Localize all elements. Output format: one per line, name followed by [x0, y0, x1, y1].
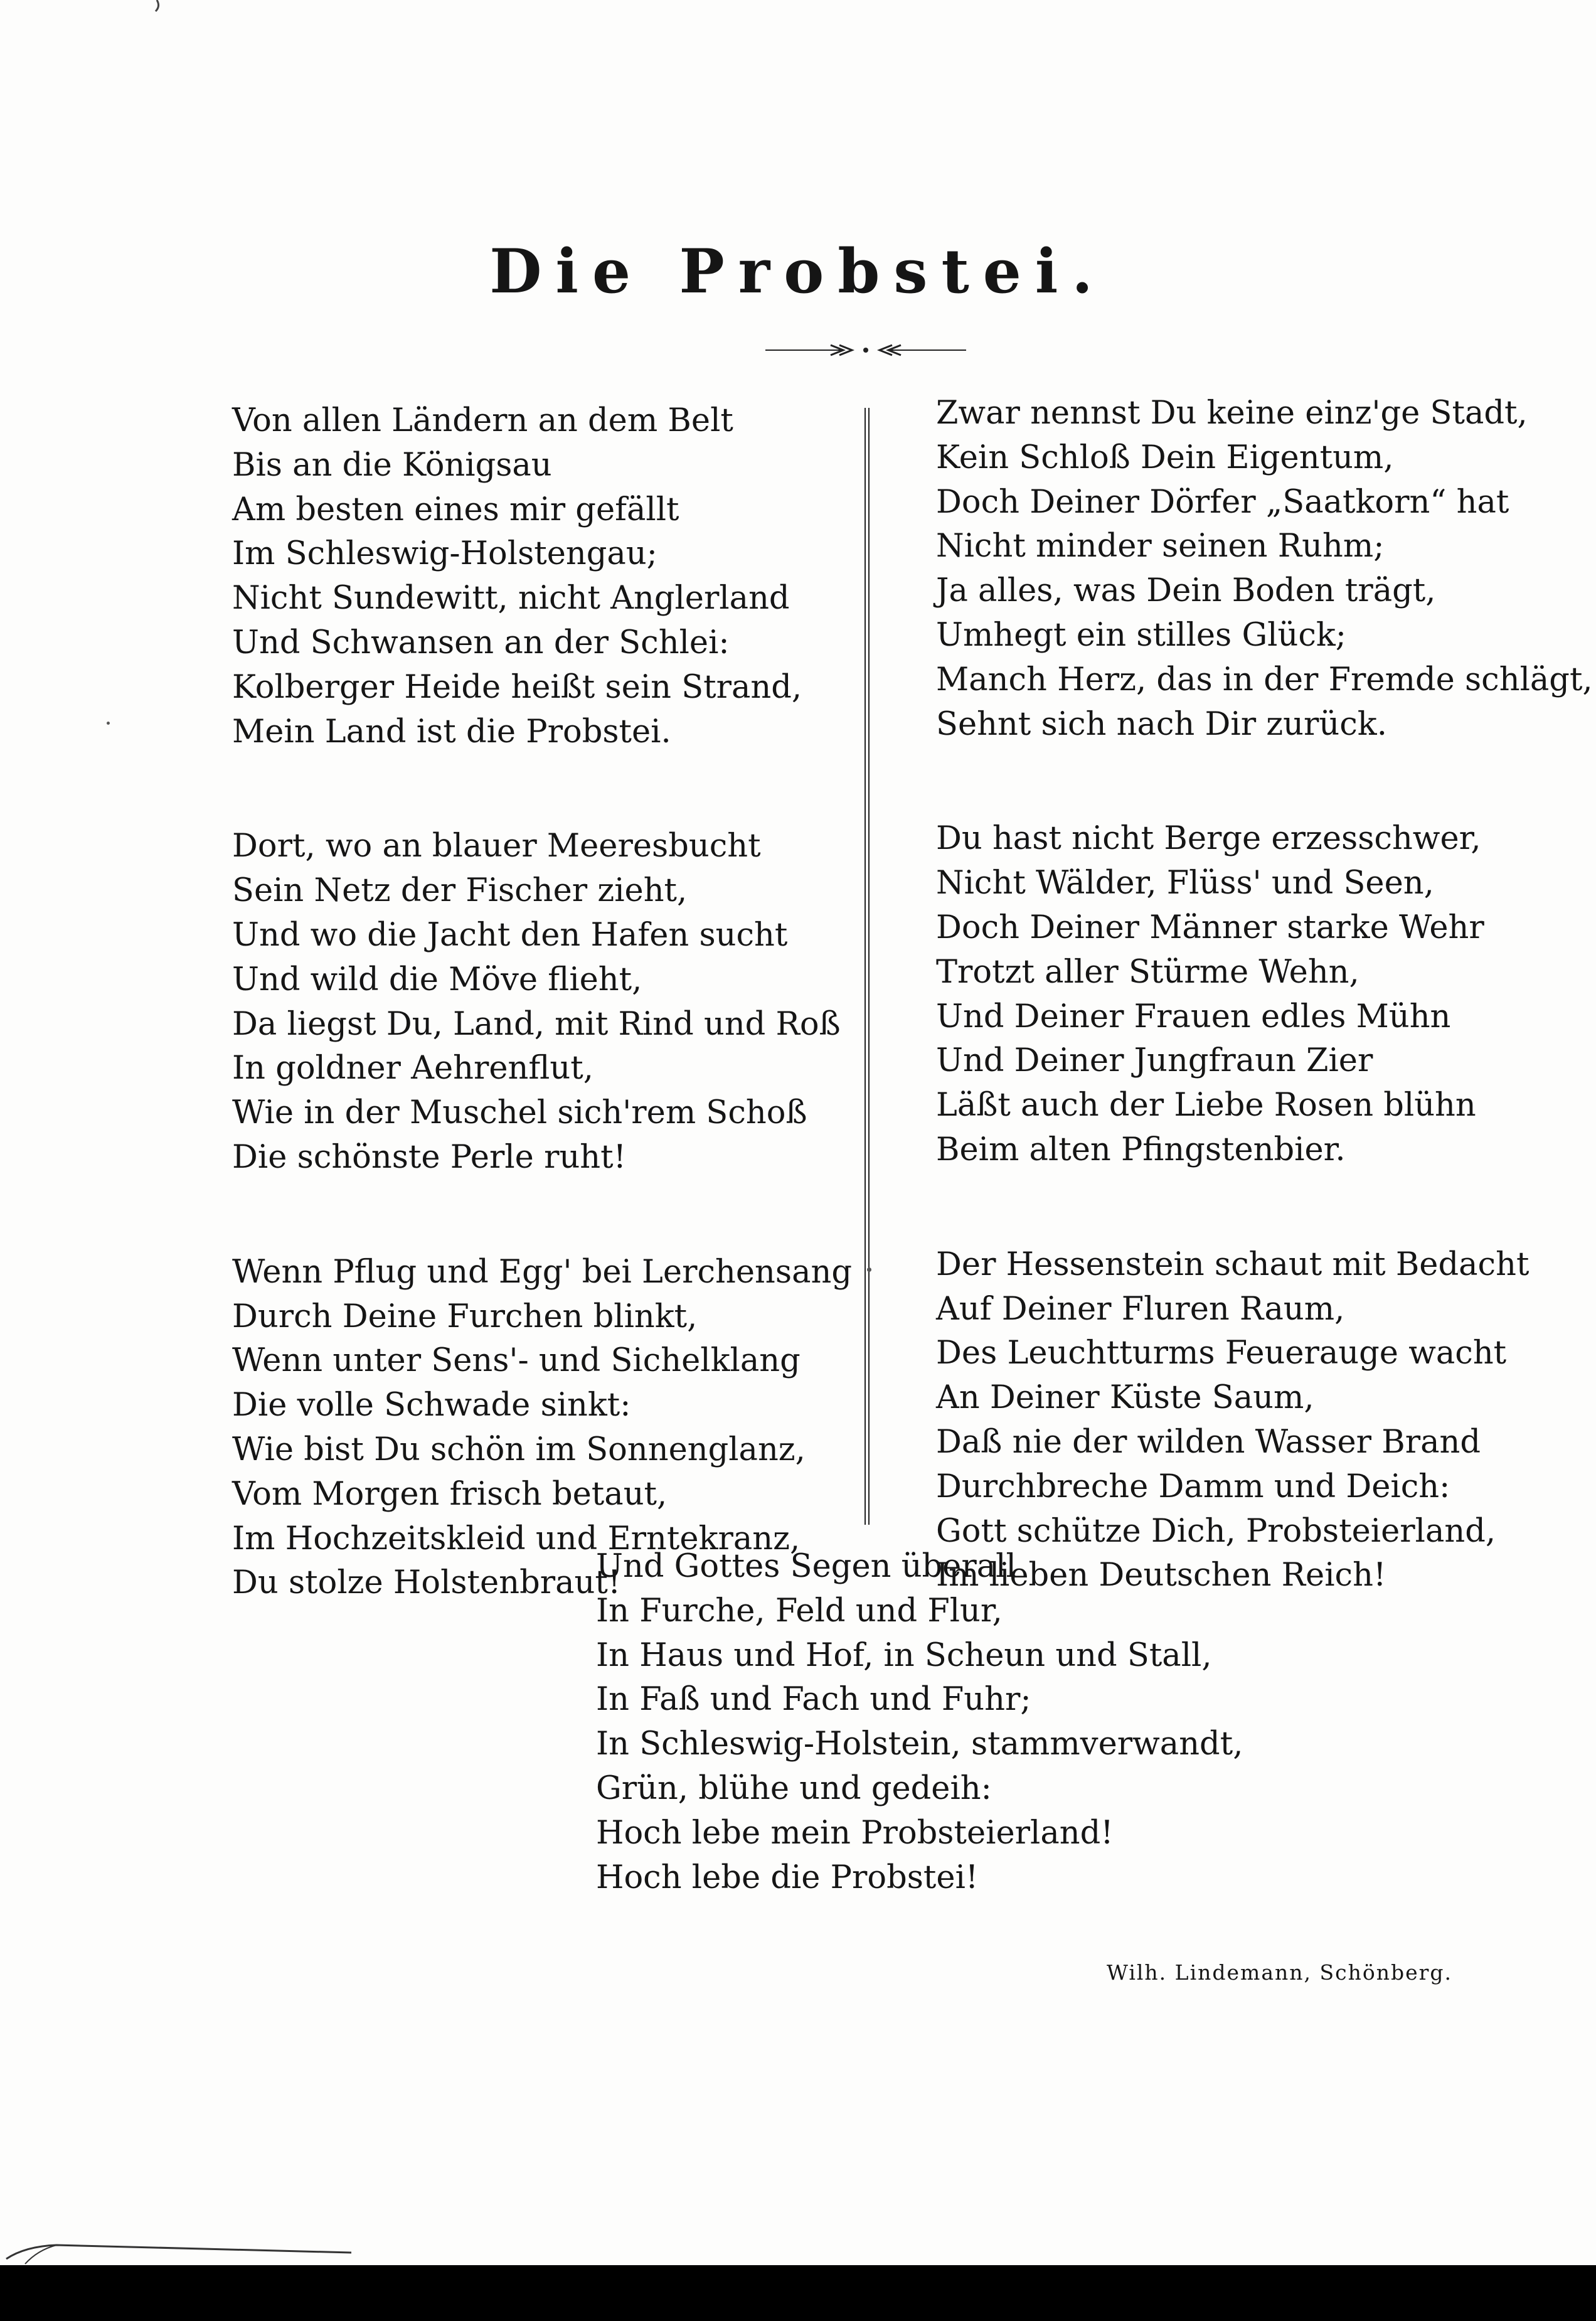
verse-line: Hoch lebe die Probstei!	[596, 1859, 979, 1896]
poem-title: Die Probstei.	[489, 236, 1107, 307]
verse-line: Kein Schloß Dein Eigentum,	[936, 439, 1394, 476]
verse-line: Du stolze Holstenbraut!	[232, 1564, 621, 1602]
page-curl-mark	[0, 2158, 402, 2265]
verse-line: Doch Deiner Männer starke Wehr	[936, 909, 1484, 946]
verse-line: Trotzt aller Stürme Wehn,	[936, 953, 1359, 991]
verse-line: Wenn unter Sens'- und Sichelklang	[232, 1342, 801, 1380]
verse-line: Nicht minder seinen Ruhm;	[936, 528, 1385, 565]
author-signature: Wilh. Lindemann, Schönberg.	[1106, 1960, 1452, 1985]
verse-line: Dort, wo an blauer Meeresbucht	[232, 828, 761, 865]
column-divider	[863, 408, 873, 1525]
verse-line: Doch Deiner Dörfer „Saatkorn“ hat	[936, 483, 1509, 521]
verse-line: Da liegst Du, Land, mit Rind und Roß	[232, 1005, 841, 1043]
verse-line: Kolberger Heide heißt sein Strand,	[232, 668, 802, 706]
stanza-2	[232, 824, 841, 1180]
verse-line: Und Deiner Jungfraun Zier	[936, 1042, 1373, 1080]
verse-line: Nicht Sundewitt, nicht Anglerland	[232, 580, 790, 617]
verse-line: Sein Netz der Fischer zieht,	[232, 872, 688, 910]
title-ornament	[765, 339, 966, 361]
ink-speck	[107, 722, 110, 725]
verse-line: Wenn Pflug und Egg' bei Lerchensang	[232, 1253, 852, 1291]
ink-speck	[867, 1267, 871, 1272]
verse-line: Hoch lebe mein Probsteierland!	[596, 1814, 1114, 1852]
verse-line: Und wild die Möve flieht,	[232, 961, 642, 998]
verse-line: In goldner Aehrenflut,	[232, 1050, 593, 1087]
scan-mark-top	[0, 0, 188, 25]
stanza-1	[232, 399, 834, 754]
verse-line: Und Gottes Segen überall	[596, 1548, 1016, 1585]
left-column	[232, 399, 852, 1676]
verse-line: Und Schwansen an der Schlei:	[232, 624, 730, 661]
stanza-5	[936, 817, 1576, 1172]
verse-line: Am besten eines mir gefällt	[232, 491, 679, 528]
verse-line: Auf Deiner Fluren Raum,	[936, 1290, 1345, 1328]
verse-line: Sehnt sich nach Dir zurück.	[936, 705, 1387, 743]
verse-line: Im Hochzeitskleid und Erntekranz,	[232, 1520, 801, 1557]
verse-line: In Schleswig-Holstein, stammverwandt,	[596, 1726, 1243, 1763]
verse-line: Und wo die Jacht den Hafen sucht	[232, 916, 788, 954]
verse-line: An Deiner Küste Saum,	[936, 1379, 1314, 1417]
verse-line: Nicht Wälder, Flüss' und Seen,	[936, 865, 1434, 902]
verse-line: Beim alten Pfingstenbier.	[936, 1131, 1346, 1168]
right-column	[936, 392, 1593, 1668]
verse-line: Durch Deine Furchen blinkt,	[232, 1298, 698, 1335]
verse-line: Vom Morgen frisch betaut,	[232, 1475, 668, 1513]
verse-line: In Faß und Fach und Fuhr;	[596, 1681, 1031, 1719]
verse-line: Mein Land ist die Probstei.	[232, 713, 671, 750]
verse-line: Umhegt ein stilles Glück;	[936, 616, 1346, 654]
verse-line: Zwar nennst Du keine einz'ge Stadt,	[936, 395, 1528, 432]
verse-line: Die volle Schwade sinkt:	[232, 1387, 631, 1424]
verse-line: Manch Herz, das in der Fremde schlägt,	[936, 661, 1593, 698]
verse-line: In Haus und Hof, in Scheun und Stall,	[596, 1636, 1212, 1674]
verse-line: Läßt auch der Liebe Rosen blühn	[936, 1087, 1476, 1124]
final-stanza	[596, 1545, 1349, 1900]
verse-line: Im Schleswig-Holstengau;	[232, 535, 657, 573]
verse-line: Grün, blühe und gedeih:	[596, 1769, 992, 1807]
verse-line: Daß nie der wilden Wasser Brand	[936, 1423, 1481, 1461]
verse-line: Durchbreche Damm und Deich:	[936, 1468, 1450, 1505]
verse-line: Gott schütze Dich, Probsteierland,	[936, 1512, 1496, 1550]
verse-line: Von allen Ländern an dem Belt	[232, 402, 733, 439]
verse-line: Ja alles, was Dein Boden trägt,	[936, 572, 1436, 610]
verse-line: Des Leuchtturms Feuerauge wacht	[936, 1335, 1507, 1372]
verse-line: Wie in der Muschel sich'rem Schoß	[232, 1094, 807, 1132]
verse-line: In Furche, Feld und Flur,	[596, 1592, 1003, 1630]
verse-line: Im lieben Deutschen Reich!	[936, 1557, 1386, 1594]
verse-line: Der Hessenstein schaut mit Bedacht	[936, 1246, 1530, 1283]
verse-line: Bis an die Königsau	[232, 446, 552, 484]
verse-line: Und Deiner Frauen edles Mühn	[936, 998, 1451, 1035]
verse-line: Wie bist Du schön im Sonnenglanz,	[232, 1431, 806, 1468]
scan-border-bottom	[0, 2265, 1596, 2321]
stanza-4	[936, 392, 1593, 747]
verse-line: Du hast nicht Berge erzesschwer,	[936, 820, 1481, 858]
verse-line: Die schönste Perle ruht!	[232, 1138, 627, 1176]
